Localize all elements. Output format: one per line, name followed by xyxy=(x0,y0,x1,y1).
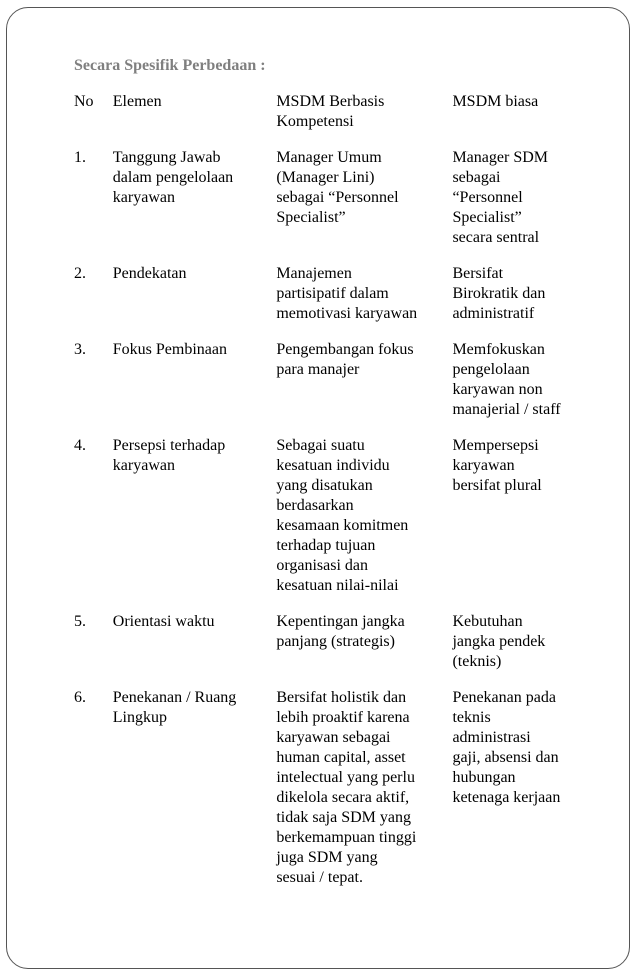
cell-biasa-text: Manager SDM sebagai “Personnel Specialist” secara sentral xyxy=(452,149,548,246)
cell-no-text: 5. xyxy=(74,613,86,630)
cell-biasa xyxy=(448,684,590,900)
cell-elemen xyxy=(109,684,273,900)
cell-elemen-text: Pendekatan xyxy=(112,265,187,282)
comparison-table xyxy=(70,88,590,900)
cell-biasa-text: Mempersepsi karyawan bersifat plural xyxy=(452,437,542,494)
header-biasa xyxy=(448,88,590,144)
cell-biasa xyxy=(448,144,590,260)
cell-kompetensi xyxy=(272,144,448,260)
header-elemen-text: Elemen xyxy=(112,93,162,110)
cell-kompetensi xyxy=(272,336,448,432)
header-kompetensi-text: MSDM Berbasis Kompetensi xyxy=(276,93,385,130)
cell-no xyxy=(70,608,109,684)
cell-kompetensi xyxy=(272,432,448,608)
cell-biasa xyxy=(448,260,590,336)
cell-biasa xyxy=(448,608,590,684)
cell-kompetensi-text: Bersifat holistik dan lebih proaktif karena karyawan sebagai human capital, asset intelectual yang perlu dikelola secara aktif, tidak saja SDM yang berkemampuan tinggi juga SDM yang sesuai / tepat. xyxy=(276,689,417,886)
cell-no-text: 2. xyxy=(74,265,86,282)
cell-kompetensi xyxy=(272,608,448,684)
cell-kompetensi-text: Sebagai suatu kesatuan individu yang disatukan berdasarkan kesamaan komitmen terhadap tujuan organisasi dan kesatuan nilai-nilai xyxy=(276,437,409,594)
cell-no-text: 3. xyxy=(74,341,86,358)
cell-kompetensi xyxy=(272,684,448,900)
cell-biasa xyxy=(448,336,590,432)
table-row xyxy=(70,684,590,900)
cell-kompetensi-text: Manajemen partisipatif dalam memotivasi karyawan xyxy=(276,265,418,322)
cell-biasa-text: Penekanan pada teknis administrasi gaji, absensi dan hubungan ketenaga kerjaan xyxy=(452,689,561,806)
cell-biasa-text: Bersifat Birokratik dan administratif xyxy=(452,265,546,322)
table-row xyxy=(70,260,590,336)
header-no-text: No xyxy=(74,93,94,110)
cell-biasa-text: Memfokuskan pengelolaan karyawan non manajerial / staff xyxy=(452,341,561,418)
cell-elemen-text: Fokus Pembinaan xyxy=(112,341,227,358)
cell-no xyxy=(70,260,109,336)
cell-no-text: 4. xyxy=(74,437,86,454)
cell-elemen-text: Penekanan / Ruang Lingkup xyxy=(112,689,237,726)
cell-kompetensi-text: Pengembangan fokus para manajer xyxy=(276,341,414,378)
cell-elemen-text: Persepsi terhadap karyawan xyxy=(112,437,226,474)
header-biasa-text: MSDM biasa xyxy=(452,93,539,110)
header-kompetensi xyxy=(272,88,448,144)
cell-no xyxy=(70,336,109,432)
cell-elemen xyxy=(109,336,273,432)
cell-elemen xyxy=(109,432,273,608)
section-heading: Secara Spesifik Perbedaan : xyxy=(74,57,266,74)
cell-no xyxy=(70,144,109,260)
table-row xyxy=(70,144,590,260)
cell-kompetensi-text: Kepentingan jangka panjang (strategis) xyxy=(276,613,405,650)
cell-elemen xyxy=(109,608,273,684)
table-row xyxy=(70,608,590,684)
header-elemen xyxy=(109,88,273,144)
cell-kompetensi xyxy=(272,260,448,336)
table-row xyxy=(70,432,590,608)
table-row xyxy=(70,336,590,432)
cell-no-text: 6. xyxy=(74,689,86,706)
cell-elemen-text: Tanggung Jawab dalam pengelolaan karyawan xyxy=(112,149,234,206)
cell-biasa-text: Kebutuhan jangka pendek (teknis) xyxy=(452,613,546,670)
cell-no xyxy=(70,684,109,900)
cell-elemen-text: Orientasi waktu xyxy=(112,613,215,630)
cell-elemen xyxy=(109,260,273,336)
cell-no-text: 1. xyxy=(74,149,86,166)
cell-biasa xyxy=(448,432,590,608)
table-header-row xyxy=(70,88,590,144)
cell-elemen xyxy=(109,144,273,260)
cell-kompetensi-text: Manager Umum (Manager Lini) sebagai “Personnel Specialist” xyxy=(276,149,399,226)
header-no xyxy=(70,88,109,144)
cell-no xyxy=(70,432,109,608)
